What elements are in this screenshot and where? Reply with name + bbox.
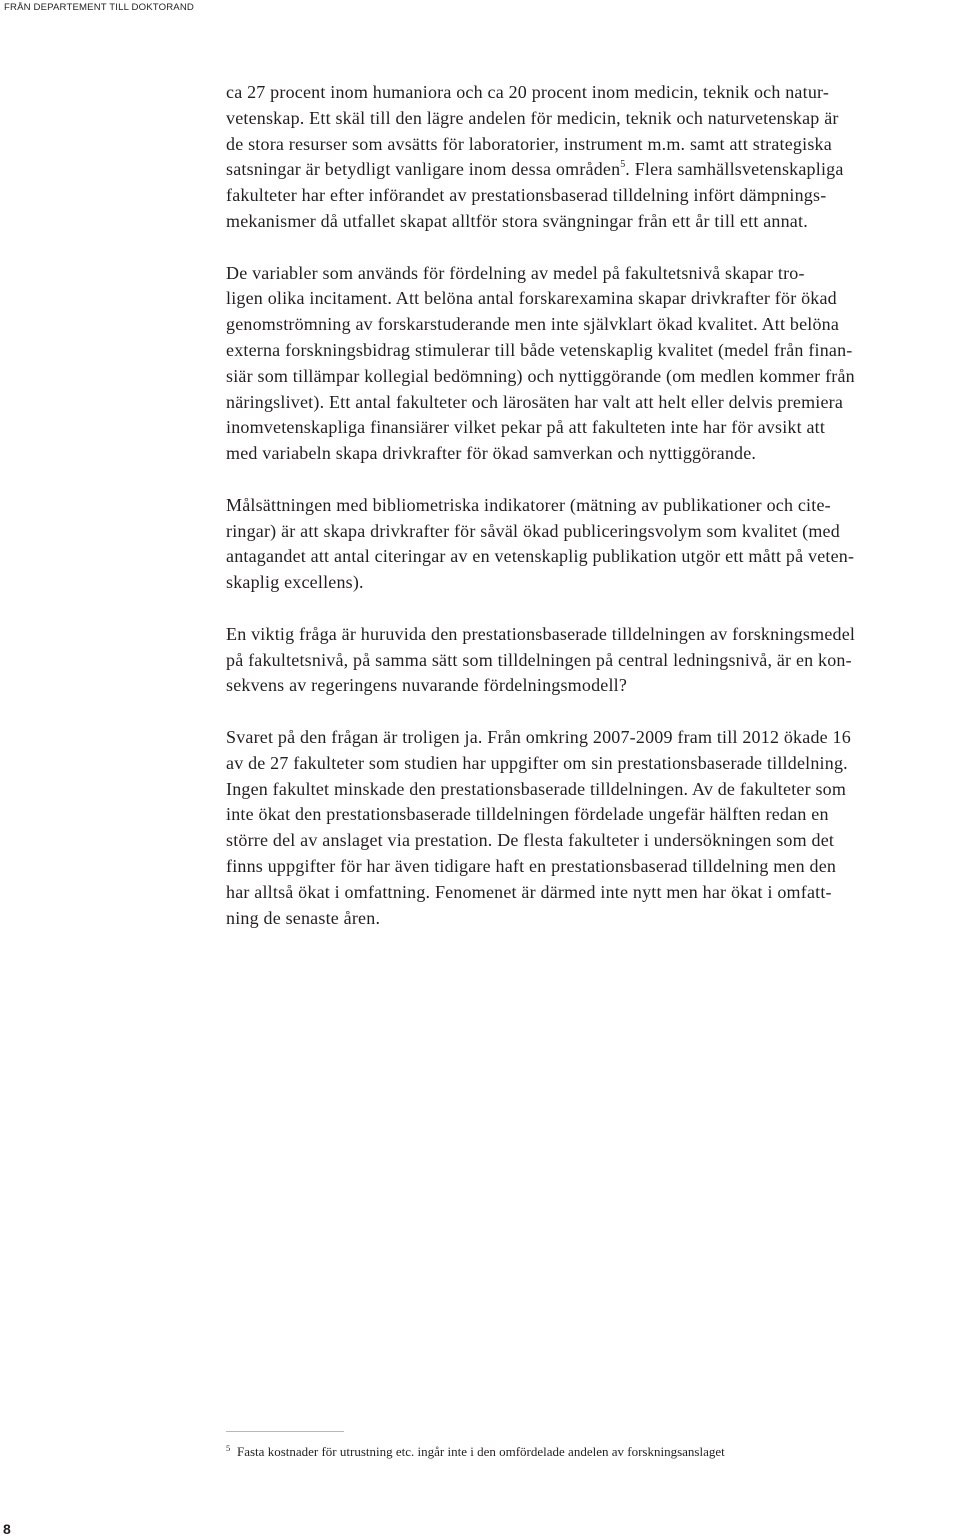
text-line: externa forskningsbidrag stimulerar till både vetenskaplig kvalitet (medel från finan-: [226, 339, 853, 360]
paragraph: [226, 80, 952, 235]
text-line: De variabler som används för fördelning av medel på fakultetsnivå skapar tro-: [226, 262, 805, 283]
text-line: genomströmning av forskarstuderande men inte självklart ökad kvalitet. Att belöna: [226, 314, 840, 335]
text-line: de stora resurser som avsätts för laboratorier, instrument m.m. samt att strategiska: [226, 133, 832, 154]
footnote-text: Fasta kostnader för utrustning etc. ingår inte i den omfördelade andelen av forskningsanslaget: [237, 1444, 725, 1459]
text-line: har alltså ökat i omfattning. Fenomenet är därmed inte nytt men har ökat i omfatt-: [226, 881, 832, 902]
text-segment: . Flera samhällsvetenskapliga: [625, 159, 844, 180]
body-text: [226, 80, 952, 957]
text-line: större del av anslaget via prestation. De flesta fakulteter i undersökningen som det: [226, 830, 835, 851]
paragraph: [226, 725, 952, 931]
text-line: antagandet att antal citeringar av en vetenskaplig publikation utgör ett mått på veten-: [226, 546, 855, 567]
text-line: siär som tillämpar kollegial bedömning) och nyttiggörande (om medlen kommer från: [226, 365, 855, 386]
paragraph: [226, 493, 952, 596]
text-line: finns uppgifter för har även tidigare haft en prestationsbaserad tilldelning men den: [226, 855, 837, 876]
text-line: med variabeln skapa drivkrafter för ökad samverkan och nyttiggörande.: [226, 443, 757, 464]
text-line: Ingen fakultet minskade den prestationsbaserade tilldelningen. Av de fakulteter som: [226, 778, 847, 799]
footnote-marker: 5: [226, 1443, 231, 1453]
text-line: ringar) är att skapa drivkrafter för såväl ökad publiceringsvolym som kvalitet (med: [226, 520, 840, 541]
text-line: inomvetenskapliga finansiärer vilket pekar på att fakulteten inte har för avsikt att: [226, 417, 826, 438]
text-line: ligen olika incitament. Att belöna antal forskarexamina skapar drivkrafter för ökad: [226, 288, 837, 309]
paragraph: [226, 622, 952, 699]
text-line: mekanismer då utfallet skapat alltför stora svängningar från ett år till ett annat.: [226, 210, 808, 231]
text-line: ca 27 procent inom humaniora och ca 20 procent inom medicin, teknik och natur-: [226, 82, 830, 102]
footnote-divider: [226, 1431, 344, 1432]
text-line: näringslivet). Ett antal fakulteter och lärosäten har valt att helt eller delvis premiera: [226, 391, 844, 412]
footnote-reference: 5: [620, 159, 626, 171]
text-line: sekvens av regeringens nuvarande fördelningsmodell?: [226, 675, 628, 696]
text-line: inte ökat den prestationsbaserade tilldelningen fördelade ungefär hälften redan en: [226, 804, 829, 825]
text-line: fakulteter har efter införandet av prestationsbaserad tilldelning infört dämpnings-: [226, 185, 827, 206]
text-line: vetenskap. Ett skäl till den lägre andelen för medicin, teknik och naturvetenskap är: [226, 107, 839, 128]
text-line: av de 27 fakulteter som studien har uppgifter om sin prestationsbaserade tilldelning.: [226, 752, 848, 773]
text-line: Målsättningen med bibliometriska indikatorer (mätning av publikationer och cite-: [226, 494, 831, 515]
text-line: En viktig fråga är huruvida den prestationsbaserade tilldelningen av forskningsmedel: [226, 623, 856, 644]
text-line: Svaret på den frågan är troligen ja. Från omkring 2007-2009 fram till 2012 ökade 16: [226, 726, 851, 747]
footnote: [226, 1443, 952, 1462]
page-number: 8: [3, 1521, 11, 1537]
text-line: på fakultetsnivå, på samma sätt som tilldelningen på central ledningsnivå, är en kon-: [226, 649, 852, 670]
text-segment: satsningar är betydligt vanligare inom dessa områden: [226, 159, 621, 180]
text-line: skaplig excellens).: [226, 572, 364, 593]
paragraph: [226, 261, 952, 467]
text-line: [226, 157, 952, 183]
text-line: ning de senaste åren.: [226, 907, 381, 928]
running-header: FRÅN DEPARTEMENT TILL DOKTORAND: [4, 2, 194, 13]
